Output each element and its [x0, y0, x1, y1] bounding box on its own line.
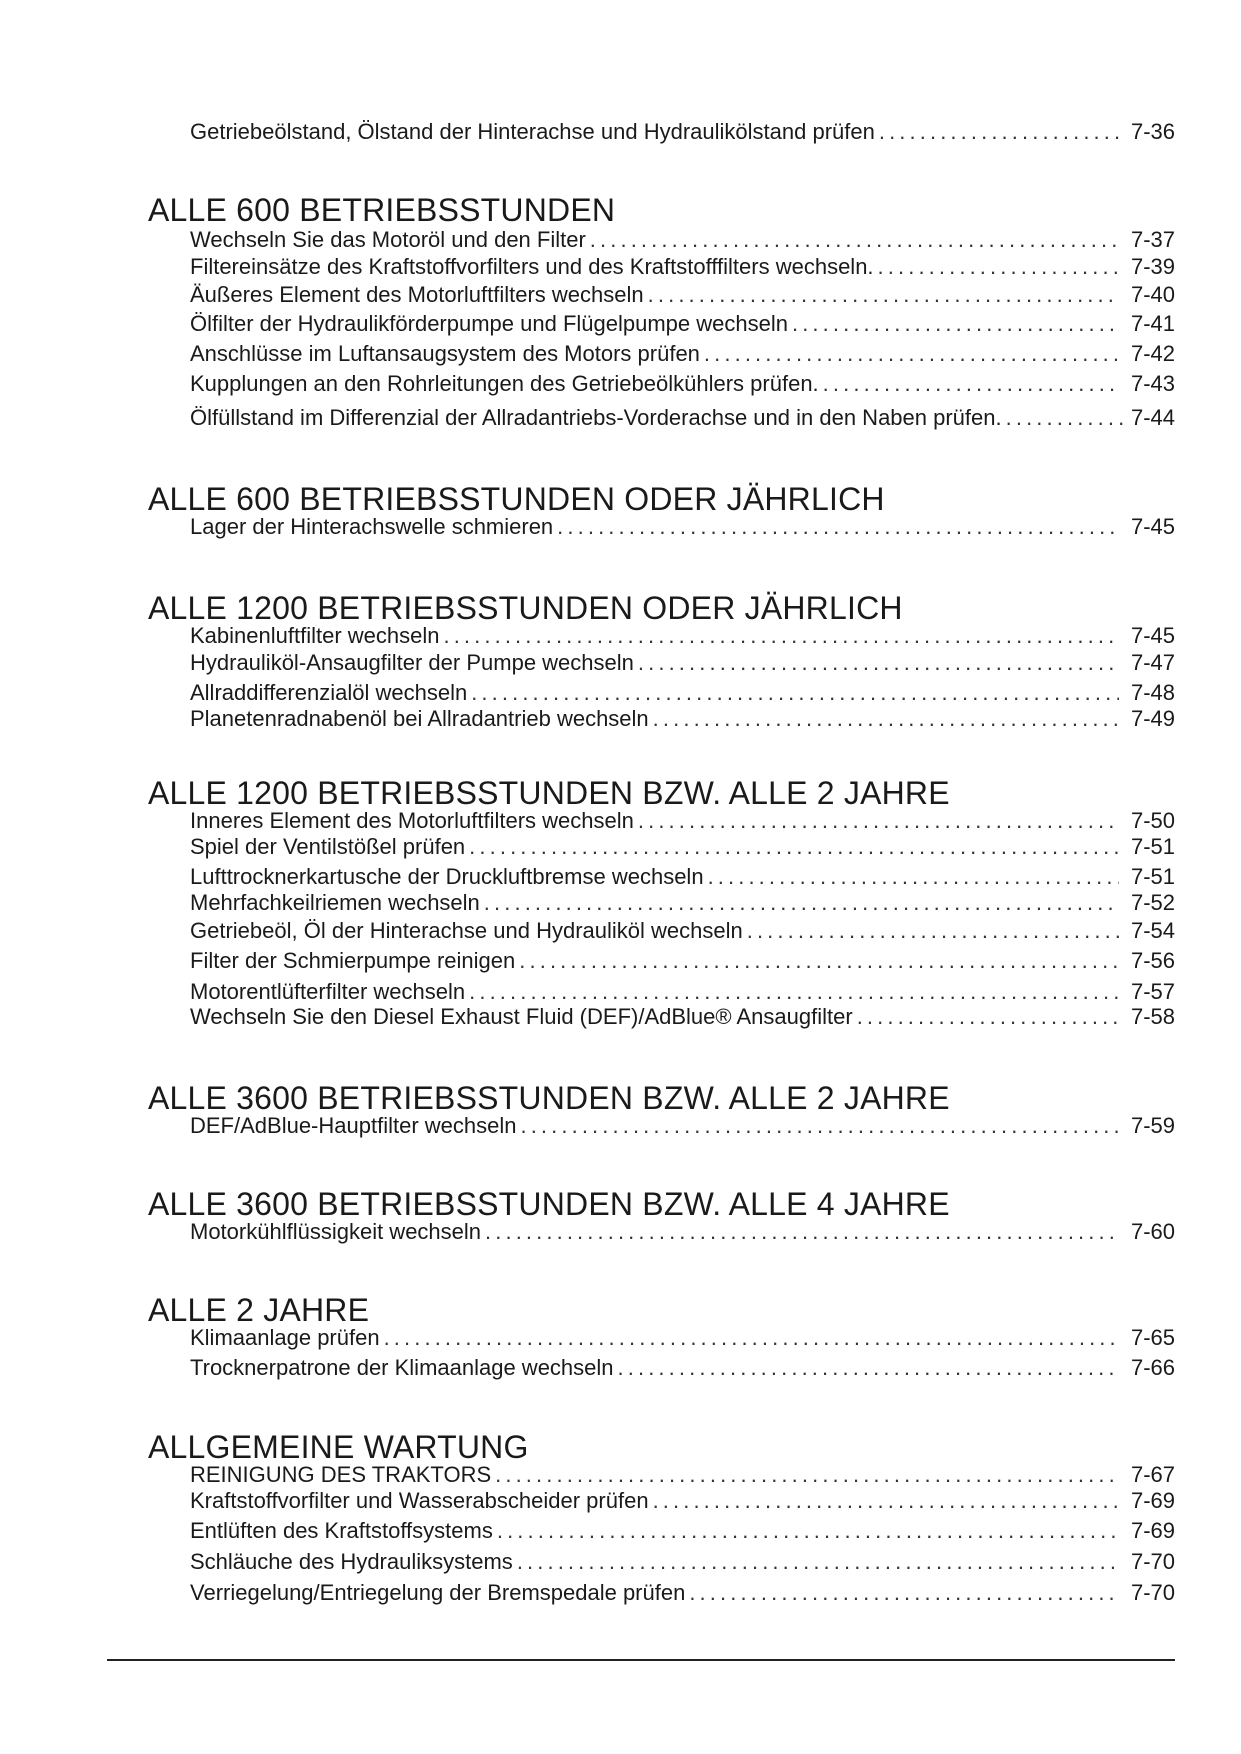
dot-leader — [484, 890, 1119, 916]
dot-leader — [520, 1113, 1119, 1139]
toc-entry-page: 7-67 — [1130, 1462, 1175, 1487]
dot-leader — [1006, 405, 1123, 431]
section-heading: ALLE 1200 BETRIEBSSTUNDEN BZW. ALLE 2 JAHRE — [148, 775, 950, 811]
section-heading: ALLE 2 JAHRE — [148, 1292, 370, 1328]
dot-leader — [557, 514, 1119, 540]
dot-leader — [792, 311, 1119, 337]
toc-entry-page: 7-36 — [1130, 119, 1175, 144]
toc-entry-page: 7-51 — [1130, 834, 1175, 859]
toc-entry-page: 7-57 — [1130, 979, 1175, 1004]
toc-entry-title: Getriebeöl, Öl der Hinterachse und Hydrauliköl wechseln — [190, 918, 743, 943]
dot-leader — [497, 1518, 1119, 1544]
toc-entry-page: 7-60 — [1130, 1219, 1175, 1244]
dot-leader — [590, 227, 1119, 253]
section-heading: ALLE 3600 BETRIEBSSTUNDEN BZW. ALLE 2 JAHRE — [148, 1080, 950, 1116]
toc-entry-title: Planetenradnabenöl bei Allradantrieb wechseln — [190, 706, 649, 731]
toc-entry-page: 7-54 — [1130, 918, 1175, 943]
toc-entry[interactable] — [190, 706, 1175, 732]
toc-entry-page: 7-70 — [1130, 1549, 1175, 1574]
toc-entry-title: Verriegelung/Entriegelung der Bremspedale prüfen — [190, 1580, 686, 1605]
toc-entry[interactable] — [190, 1462, 1175, 1488]
dot-leader — [519, 948, 1119, 974]
toc-entry[interactable] — [190, 254, 1175, 280]
toc-entry-page: 7-45 — [1130, 623, 1175, 648]
toc-entry[interactable] — [190, 948, 1175, 974]
toc-entry-title: Lufttrocknerkartusche der Druckluftbremse wechseln — [190, 864, 704, 889]
dot-leader — [857, 1004, 1119, 1030]
toc-entry-page: 7-49 — [1130, 706, 1175, 731]
dot-leader — [653, 706, 1119, 732]
dot-leader — [689, 1580, 1119, 1606]
footer-rule — [107, 1659, 1175, 1661]
toc-entry-page: 7-45 — [1130, 514, 1175, 539]
dot-leader — [648, 282, 1119, 308]
toc-entry-page: 7-58 — [1130, 1004, 1175, 1029]
toc-entry[interactable] — [190, 1580, 1175, 1606]
dot-leader — [879, 119, 1119, 145]
toc-entry-title: Kabinenluftfilter wechseln — [190, 623, 440, 648]
toc-entry-title: Filtereinsätze des Kraftstoffvorfilters und des Kraftstofffilters wechseln. — [190, 254, 874, 279]
toc-entry-page: 7-50 — [1130, 808, 1175, 833]
toc-entry[interactable] — [190, 1355, 1175, 1381]
toc-entry-title: Äußeres Element des Motorluftfilters wechseln — [190, 282, 644, 307]
dot-leader — [823, 371, 1119, 397]
section-heading: ALLGEMEINE WARTUNG — [148, 1429, 529, 1465]
toc-entry[interactable] — [190, 514, 1175, 540]
toc-entry-title: Ölfilter der Hydraulikförderpumpe und Flügelpumpe wechseln — [190, 311, 788, 336]
toc-entry[interactable] — [190, 119, 1175, 145]
toc-entry[interactable] — [190, 405, 1175, 431]
dot-leader — [708, 864, 1119, 890]
toc-entry-page: 7-59 — [1130, 1113, 1175, 1138]
toc-entry[interactable] — [190, 1219, 1175, 1245]
toc-entry[interactable] — [190, 1325, 1175, 1351]
toc-entry-page: 7-66 — [1130, 1355, 1175, 1380]
toc-entry-title: Kraftstoffvorfilter und Wasserabscheider prüfen — [190, 1488, 649, 1513]
toc-entry[interactable] — [190, 1518, 1175, 1544]
toc-entry-title: Wechseln Sie den Diesel Exhaust Fluid (DEF)/AdBlue® Ansaugfilter — [190, 1004, 853, 1029]
toc-entry-page: 7-69 — [1130, 1488, 1175, 1513]
toc-entry-title: Kupplungen an den Rohrleitungen des Getriebeölkühlers prüfen. — [190, 371, 819, 396]
dot-leader — [704, 341, 1119, 367]
toc-entry[interactable] — [190, 808, 1175, 834]
dot-leader — [485, 1219, 1119, 1245]
toc-entry-title: Motorentlüfterfilter wechseln — [190, 979, 466, 1004]
toc-entry-page: 7-48 — [1130, 680, 1175, 705]
toc-entry-page: 7-43 — [1130, 371, 1175, 396]
dot-leader — [517, 1549, 1119, 1575]
toc-entry-page: 7-70 — [1130, 1580, 1175, 1605]
toc-entry[interactable] — [190, 371, 1175, 397]
dot-leader — [471, 680, 1119, 706]
toc-entry-page: 7-65 — [1130, 1325, 1175, 1350]
toc-entry[interactable] — [190, 680, 1175, 706]
section-heading: ALLE 3600 BETRIEBSSTUNDEN BZW. ALLE 4 JAHRE — [148, 1186, 950, 1222]
toc-entry-page: 7-42 — [1130, 341, 1175, 366]
toc-entry-title: Wechseln Sie das Motoröl und den Filter — [190, 227, 586, 252]
toc-entry[interactable] — [190, 890, 1175, 916]
toc-entry-page: 7-41 — [1130, 311, 1175, 336]
dot-leader — [384, 1325, 1119, 1351]
toc-entry-title: Allraddifferenzialöl wechseln — [190, 680, 468, 705]
toc-entry[interactable] — [190, 864, 1175, 890]
section-heading: ALLE 600 BETRIEBSSTUNDEN ODER JÄHRLICH — [148, 481, 885, 517]
dot-leader — [747, 918, 1119, 944]
dot-leader — [638, 808, 1119, 834]
toc-entry-title: Motorkühlflüssigkeit wechseln — [190, 1219, 482, 1244]
dot-leader — [653, 1488, 1119, 1514]
toc-entry[interactable] — [190, 1113, 1175, 1139]
toc-entry-page: 7-69 — [1130, 1518, 1175, 1543]
toc-entry-title: Inneres Element des Motorluftfilters wechseln — [190, 808, 634, 833]
toc-entry-title: Anschlüsse im Luftansaugsystem des Motors prüfen — [190, 341, 700, 366]
dot-leader — [495, 1462, 1119, 1488]
toc-entry-title: Klimaanlage prüfen — [190, 1325, 380, 1350]
dot-leader — [618, 1355, 1119, 1381]
toc-entry[interactable] — [190, 341, 1175, 367]
section-heading: ALLE 600 BETRIEBSSTUNDEN — [148, 192, 616, 228]
toc-entry[interactable] — [190, 979, 1175, 1005]
toc-entry-page: 7-51 — [1130, 864, 1175, 889]
toc-entry-page: 7-47 — [1130, 650, 1175, 675]
toc-entry[interactable] — [190, 623, 1175, 649]
toc-entry-title: Spiel der Ventilstößel prüfen — [190, 834, 466, 859]
toc-entry-title: Lager der Hinterachswelle schmieren — [190, 514, 554, 539]
toc-entry-title: Filter der Schmierpumpe reinigen — [190, 948, 516, 973]
toc-entry-title: Trocknerpatrone der Klimaanlage wechseln — [190, 1355, 614, 1380]
toc-entry[interactable] — [190, 282, 1175, 308]
dot-leader — [469, 979, 1119, 1005]
toc-entry-page: 7-52 — [1130, 890, 1175, 915]
toc-entry[interactable] — [190, 650, 1175, 676]
toc-entry-page: 7-56 — [1130, 948, 1175, 973]
toc-entry-page: 7-40 — [1130, 282, 1175, 307]
toc-entry-title: Ölfüllstand im Differenzial der Allradantriebs-Vorderachse und in den Naben prüfen. — [190, 405, 1002, 430]
toc-entry-title: REINIGUNG DES TRAKTORS — [190, 1462, 492, 1487]
dot-leader — [469, 834, 1119, 860]
toc-entry[interactable] — [190, 1549, 1175, 1575]
toc-entry-title: Hydrauliköl-Ansaugfilter der Pumpe wechseln — [190, 650, 634, 675]
toc-entry-title: Getriebeölstand, Ölstand der Hinterachse und Hydraulikölstand prüfen — [190, 119, 875, 144]
toc-entry-title: Schläuche des Hydrauliksystems — [190, 1549, 513, 1574]
section-heading: ALLE 1200 BETRIEBSSTUNDEN ODER JÄHRLICH — [148, 590, 903, 626]
dot-leader — [443, 623, 1119, 649]
toc-entry[interactable] — [190, 311, 1175, 337]
toc-entry[interactable] — [190, 918, 1175, 944]
toc-entry-page: 7-44 — [1130, 405, 1175, 430]
toc-entry[interactable] — [190, 1488, 1175, 1514]
toc-entry-title: DEF/AdBlue-Hauptfilter wechseln — [190, 1113, 517, 1138]
toc-entry-title: Entlüften des Kraftstoffsystems — [190, 1518, 493, 1543]
toc-entry[interactable] — [190, 834, 1175, 860]
toc-entry[interactable] — [190, 227, 1175, 253]
toc-entry[interactable] — [190, 1004, 1175, 1030]
dot-leader — [878, 254, 1119, 280]
toc-entry-page: 7-39 — [1130, 254, 1175, 279]
dot-leader — [638, 650, 1119, 676]
toc-entry-page: 7-37 — [1130, 227, 1175, 252]
toc-entry-title: Mehrfachkeilriemen wechseln — [190, 890, 480, 915]
